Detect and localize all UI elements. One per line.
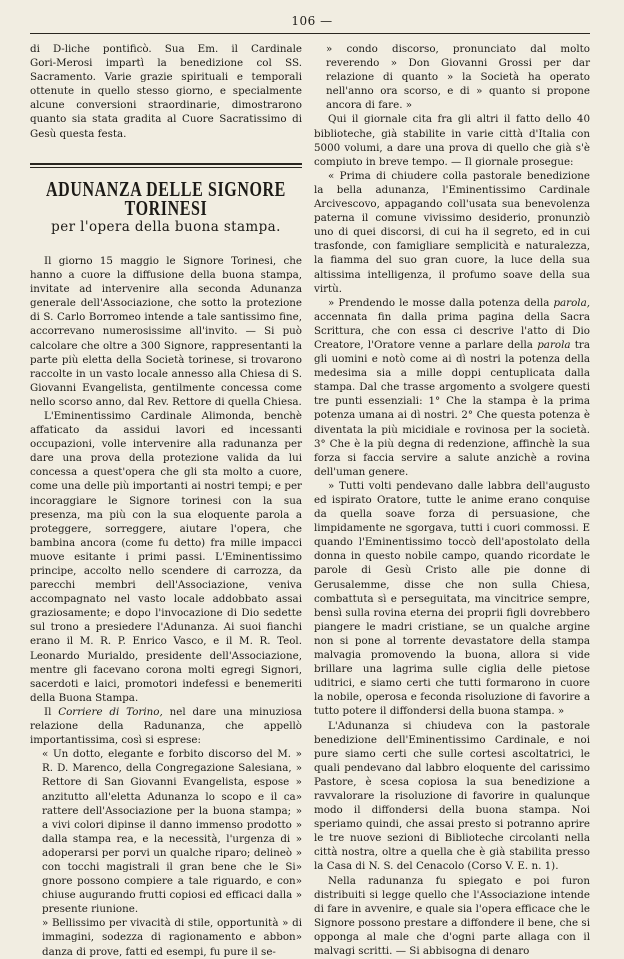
word-parola: parola, (553, 296, 590, 309)
quote-2-rest: tra gli uomini e notò come ai dì nostri la potenza della medesima sia a mille doppi centuplicata dalla stampa. Dal che trasse argomento a svolgere questi tre punti essenziali: 1° Che la stampa è la prima potenza umana ai dì nostri. 2° Che questa potenza è diventata la più micidiale e rovinosa per la società. 3° Che è la più degna di redenzione, affinchè la sua forza si faccia servire a salute anzichè a rovina dell'uman genere. (314, 338, 590, 478)
quote-1: « Un dotto, elegante e forbito discorso del M. » R. D. Marenco, della Congregazione Salesiana, » Rettore di San Giovanni Evangelista, espose » anzitutto all'eletta Adunanza lo scopo e il ca» rattere dell'Associazione per la buona stampa; » a vivi colori dipinse il danno immenso prodotto » dalla stampa rea, e la necessità, l'urgenza di » adoperarsi per porvi un qualche riparo; delineò » con tocchi magistrali il gran bene che le Si» gnore possono compiere a tale riguardo, e con» chiuse augurando frutti copiosi ed efficaci dalla » presente riunione. (42, 748, 302, 916)
quote-3: » Tutti volti pendevano dalle labbra dell'augusto ed ispirato Oratore, tutte le anime erano conquise da quella soave forza di persuasione, che limpidamente ne sgorgava, tutti i cuori commossi. E quando l'Eminentissimo toccò dell'apostolato della donna in questo nobile campo, quando ricordate le parole di Gesù Cristo alle pie donne di Gerusalemme, disse che non sulla Chiesa, combattuta sì e perseguitata, ma vincitrice sempre, bensì sulla rovina eterna dei proprii figli dovrebbero piangere le madri cristiane, se un qualche argine non si pone al torrente devastatore della stampa malvagia promovendo la buona, allora si vide brillare una lagrima sulle ciglia delle pietose uditrici, e siamo certi che tutti formarono in cuore la nobile, operosa e feconda risoluzione di favorire a tutto potere il diffondersi della buona stampa. » (314, 479, 590, 718)
section-subtitle: per l'opera della buona stampa. (51, 218, 281, 235)
paragraph-3-rest: nel dare una minuziosa relazione della Radunanza, che appellò importantissima, così si esprese: (30, 705, 302, 747)
paragraph-2: L'Adunanza si chiudeva con la pastorale benedizione dell'Eminentissimo Cardinale, e noi pure siamo certi che sulle cortesi ascoltatrici, le quali pendevano dal labbro eloquente del carissimo Pastore, è scesa copiosa la sua benedizione a ravvalorare la risoluzione di favorire in qualunque modo il diffondersi della buona stampa. Noi speriamo quindi, che assai presto si potranno aprire le tre nuove sezioni di Biblioteche circolanti nella città nostra, oltre a quella che è già stabilita presso la Casa di N. S. del Cenacolo (Corso V. E. n. 1). (314, 719, 590, 873)
quote-2-mid: accennata fin dalla prima pagina della Sacra Scrittura, che con essa ci descrive l'atto di Dio Creatore, l'Oratore venne a parlare della (314, 310, 590, 351)
opening-paragraph: di D‑liche pontificò. Sua Em. il Cardinale Gori‑Merosi impartì la benedizione col SS. Sacramento. Varie grazie spirituali e temporali ottenute in quello stesso giorno, e specialmente alcune conversioni straordinarie, dimostrarono quanto sia stata gradita al Cuore Sacratissimo di Gesù questa festa. (30, 43, 302, 140)
quote-2 (314, 296, 590, 479)
quote-1: « Prima di chiudere colla pastorale benedizione la bella adunanza, l'Eminentissimo Cardinale Arcivescovo, appagando coll'usata sua benevolenza paterna il comune vivissimo desiderio, pronunziò uno di quei discorsi, di cui ha il segreto, ed in cui trasfonde, con famigliare semplicità e naturalezza, la fiamma del suo gran cuore, la luce della sua altissima intelligenza, il profumo soave della sua virtù. (314, 169, 590, 295)
paragraph-3 (30, 705, 302, 747)
word-parola-2: parola (537, 338, 571, 351)
paragraph-3: Nella radunanza fu spiegato e poi furon distribuiti si legge quello che l'Associazione intende di fare in avvenire, e quale sia l'opera efficace che le Signore possono prestare a diffondere il bene, che si opponga al male che d'ogni parte allaga con il malvagi scritti. — Si abbisogna di denaro (314, 874, 590, 957)
section-divider (30, 163, 302, 168)
quote-2-lead: » Prendendo le mosse dalla potenza della (328, 296, 554, 309)
right-column (314, 42, 590, 958)
paragraph-2: L'Eminentissimo Cardinale Alimonda, benchè affaticato da assidui lavori ed incessanti occupazioni, volle intervenire alla radunanza per dare una prova della protezione valida da lui concessa a quest'opera che gli sta molto a cuore, come una delle più importanti ai nostri tempi; e per incoraggiare le Signore torinesi con la sua presenza, ma più con la sua eloquente parola a proteggere, sorreggere, aiutare l'opera, che bambina ancora (come fu detto) fra mille impacci muove esitante i primi passi. L'Eminentissimo principe, accolto nello scendere di carrozza, da parecchi membri dell'Associazione, veniva accompagnato nel vasto locale addobbato assai graziosamente; e dopo l'invocazione di Dio sedette sul trono a presiedere l'Adunanza. Ai suoi fianchi erano il M. R. P. Enrico Vasco, e il M. R. Teol. Leonardo Murialdo, presidente dell'Associazione, mentre gli facevano corona molti egregi Signori, sacerdoti e laici, promotori indefessi e benemeriti della Buona Stampa. (30, 409, 302, 704)
left-column (30, 42, 302, 959)
paragraph-1: Qui il giornale cita fra gli altri il fatto dello 40 biblioteche, già stabilite in varie città d'Italia con 5000 volumi, a dare una prova di quello che già s'è compiuto in breve tempo. — Il giornale prosegue: (314, 113, 590, 168)
page-number: 106 — (291, 14, 333, 28)
paragraph-1: Il giorno 15 maggio le Signore Torinesi, che hanno a cuore la diffusione della buona stampa, invitate ad intervenire alla seconda Adunanza generale dell'Associazione, che sotto la protezione di S. Carlo Borromeo intende a tale santissimo fine, accorrevano numerosissime all'invito. — Si può calcolare che oltre a 300 Signore, rappresentanti la parte più eletta della Società torinese, si trovarono raccolte in un vasto locale annesso alla Chiesa di S. Giovanni Evangelista, gentilmente concessa come nello scorso anno, dal Rev. Rettore di quella Chiesa. (30, 254, 302, 408)
header-rule (30, 33, 590, 34)
quote-2: » Bellissimo per vivacità di stile, opportunità » di immagini, sodezza di ragionamento e abbon» danza di prove, fatti ed esempi, fu pure il se- (42, 917, 302, 958)
paragraph-3-lead: Il (44, 705, 59, 718)
section-title: ADUNANZA DELLE SIGNORE TORINESI (46, 178, 286, 220)
newspaper-title: Corriere di Torino, (58, 705, 163, 718)
quote-continuation: » condo discorso, pronunciato dal molto reverendo » Don Giovanni Grossi per dar relazione di quanto » la Società ha operato nell'anno ora scorso, e di » quanto si propone ancora di fare. » (326, 43, 590, 112)
